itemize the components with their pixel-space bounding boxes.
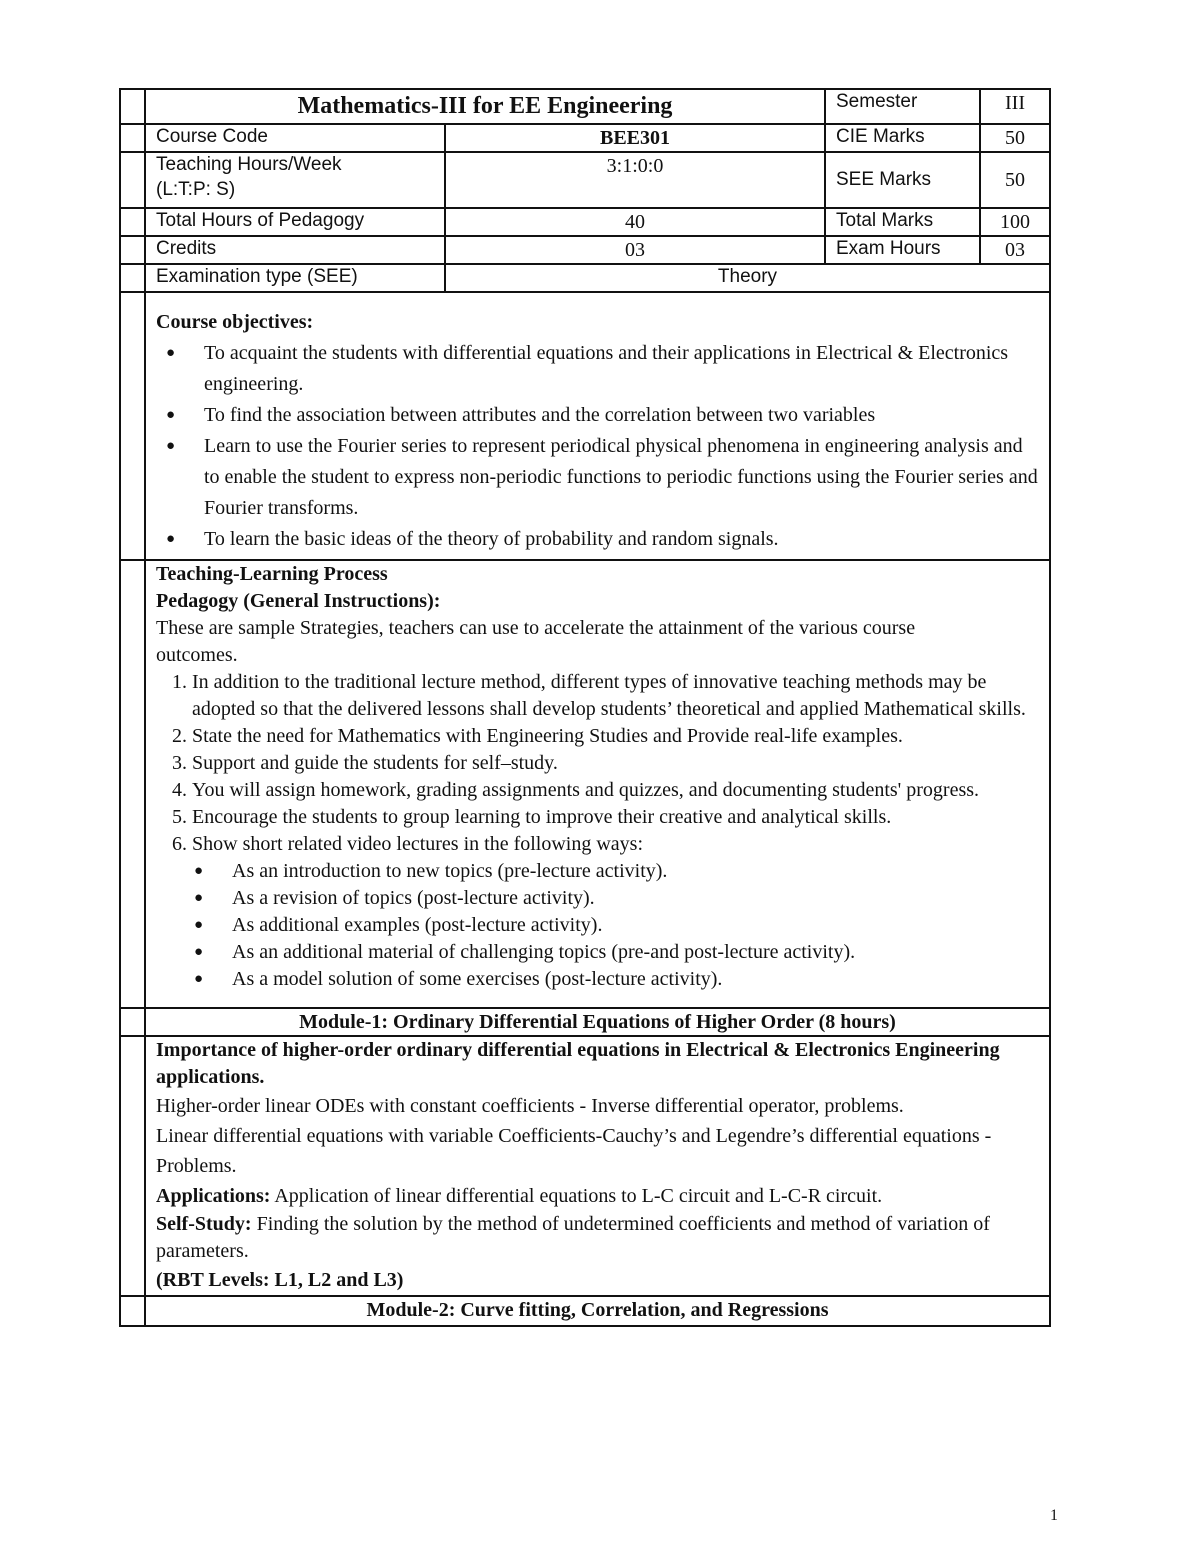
objectives-list xyxy=(156,338,1039,555)
applications-label: Applications: xyxy=(156,1185,271,1207)
bullet-icon: ● xyxy=(194,944,204,960)
cie-marks-value: 50 xyxy=(980,124,1050,152)
list-item xyxy=(166,400,1039,431)
module1-importance: Importance of higher-order ordinary differential equations in Electrical & Electronics Engineering applications. xyxy=(156,1039,1000,1088)
total-marks-value: 100 xyxy=(980,208,1050,236)
video-way-text: As additional examples (post-lecture activity). xyxy=(232,914,603,936)
left-strip-cell xyxy=(120,89,145,124)
title-row xyxy=(120,89,1050,124)
syllabus-table xyxy=(119,88,1051,1327)
objective-text: To find the association between attributes and the correlation between two variables xyxy=(204,404,876,426)
video-way-text: As an additional material of challenging topics (pre-and post-lecture activity). xyxy=(232,941,856,963)
left-strip-cell xyxy=(120,208,145,236)
exam-type-row xyxy=(120,264,1050,292)
module2-title-row xyxy=(120,1296,1050,1326)
pedagogy-row xyxy=(120,560,1050,1008)
list-item xyxy=(194,858,1039,885)
video-way-text: As an introduction to new topics (pre-lecture activity). xyxy=(232,860,668,882)
list-item xyxy=(194,912,1039,939)
module1-content-row xyxy=(120,1036,1050,1296)
left-strip-cell xyxy=(120,292,145,560)
module1-line1: Higher-order linear ODEs with constant coefficients - Inverse differential operator, problems. xyxy=(156,1095,904,1117)
bullet-icon: ● xyxy=(194,863,204,879)
video-way-text: As a model solution of some exercises (post-lecture activity). xyxy=(232,968,723,990)
module1-content xyxy=(145,1036,1050,1296)
pedagogy-hours-value: 40 xyxy=(445,208,825,236)
module1-title: Module-1: Ordinary Differential Equations of Higher Order (8 hours) xyxy=(145,1008,1050,1036)
teaching-hours-row xyxy=(120,152,1050,208)
pedagogy-heading2: Pedagogy (General Instructions): xyxy=(156,590,441,612)
pedagogy-list xyxy=(156,669,1039,858)
list-item xyxy=(194,939,1039,966)
applications-text: Application of linear differential equations to L-C circuit and L-C-R circuit. xyxy=(270,1185,883,1207)
exam-type-value: Theory xyxy=(445,264,1050,292)
list-item: 4. You will assign homework, grading assignments and quizzes, and documenting students' progress. xyxy=(192,777,1039,804)
objective-text: To acquaint the students with differential equations and their applications in Electrical & Electronics engineering. xyxy=(204,342,1009,395)
left-strip-cell xyxy=(120,1008,145,1036)
exam-type-label: Examination type (SEE) xyxy=(145,264,445,292)
course-title: Mathematics-III for EE Engineering xyxy=(145,89,825,124)
pedagogy-intro-line2: outcomes. xyxy=(156,644,238,666)
left-strip-cell xyxy=(120,264,145,292)
module1-title-row xyxy=(120,1008,1050,1036)
selfstudy-label: Self-Study: xyxy=(156,1213,252,1235)
course-code-row xyxy=(120,124,1050,152)
pedagogy-heading1: Teaching-Learning Process xyxy=(156,563,388,585)
bullet-icon: ● xyxy=(166,531,176,547)
list-item xyxy=(194,885,1039,912)
list-item: 2. State the need for Mathematics with Engineering Studies and Provide real-life examples. xyxy=(192,723,1039,750)
bullet-icon: ● xyxy=(166,407,176,423)
module1-selfstudy xyxy=(156,1211,1039,1265)
bullet-icon: ● xyxy=(194,971,204,987)
bullet-icon: ● xyxy=(194,890,204,906)
list-item xyxy=(166,431,1039,524)
objective-text: To learn the basic ideas of the theory of probability and random signals. xyxy=(204,528,779,550)
list-item: 6. Show short related video lectures in the following ways: xyxy=(192,831,1039,858)
teaching-hours-label xyxy=(145,152,445,208)
see-marks-value: 50 xyxy=(980,152,1050,208)
video-way-text: As a revision of topics (post-lecture activity). xyxy=(232,887,595,909)
left-strip-cell xyxy=(120,1036,145,1296)
list-item xyxy=(166,524,1039,555)
credits-label: Credits xyxy=(145,236,445,264)
list-item: 3. Support and guide the students for self–study. xyxy=(192,750,1039,777)
bullet-icon: ● xyxy=(166,345,176,361)
page-number: 1 xyxy=(1050,1507,1058,1524)
course-code-label: Course Code xyxy=(145,124,445,152)
left-strip-cell xyxy=(120,560,145,1008)
list-item xyxy=(194,966,1039,993)
cie-marks-label: CIE Marks xyxy=(825,124,980,152)
objective-text: Learn to use the Fourier series to represent periodical physical phenomena in engineering analysis and to enable the student to express non-periodic functions to periodic functions using the Fourier series and Fourier transforms. xyxy=(204,435,1038,519)
exam-hours-label: Exam Hours xyxy=(825,236,980,264)
bullet-icon: ● xyxy=(166,438,176,454)
course-code-value: BEE301 xyxy=(445,124,825,152)
left-strip-cell xyxy=(120,152,145,208)
pedagogy-hours-label: Total Hours of Pedagogy xyxy=(145,208,445,236)
total-marks-label: Total Marks xyxy=(825,208,980,236)
left-strip-cell xyxy=(120,124,145,152)
credits-value: 03 xyxy=(445,236,825,264)
credits-row xyxy=(120,236,1050,264)
pedagogy-hours-row xyxy=(120,208,1050,236)
list-item: 1. In addition to the traditional lecture method, different types of innovative teaching methods may be adopted so that the delivered lessons shall develop students’ theoretical and applied Mathematical skills. xyxy=(192,669,1039,723)
list-item: 5. Encourage the students to group learning to improve their creative and analytical skills. xyxy=(192,804,1039,831)
module2-title: Module-2: Curve fitting, Correlation, and Regressions xyxy=(145,1296,1050,1326)
exam-hours-value: 03 xyxy=(980,236,1050,264)
teaching-hours-label-line2: (L:T:P: S) xyxy=(156,178,236,200)
objectives-heading: Course objectives: xyxy=(156,311,314,333)
selfstudy-text: Finding the solution by the method of undetermined coefficients and method of variation of parameters. xyxy=(156,1213,990,1262)
objectives-row xyxy=(120,292,1050,560)
see-marks-label: SEE Marks xyxy=(825,152,980,208)
teaching-hours-value: 3:1:0:0 xyxy=(445,152,825,208)
module1-applications xyxy=(156,1181,1039,1211)
list-item xyxy=(166,338,1039,400)
video-ways-list xyxy=(156,858,1039,993)
pedagogy-intro-line1: These are sample Strategies, teachers can use to accelerate the attainment of the various course xyxy=(156,617,916,639)
teaching-hours-label-line1: Teaching Hours/Week xyxy=(156,154,342,175)
bullet-icon: ● xyxy=(194,917,204,933)
semester-label: Semester xyxy=(825,89,980,124)
left-strip-cell xyxy=(120,236,145,264)
module1-line2: Linear differential equations with variable Coefficients-Cauchy’s and Legendre’s differential equations - Problems. xyxy=(156,1125,992,1177)
course-objectives xyxy=(145,292,1050,560)
module1-rbt: (RBT Levels: L1, L2 and L3) xyxy=(156,1269,404,1291)
teaching-learning-process xyxy=(145,560,1050,1008)
left-strip-cell xyxy=(120,1296,145,1326)
semester-value: III xyxy=(980,89,1050,124)
